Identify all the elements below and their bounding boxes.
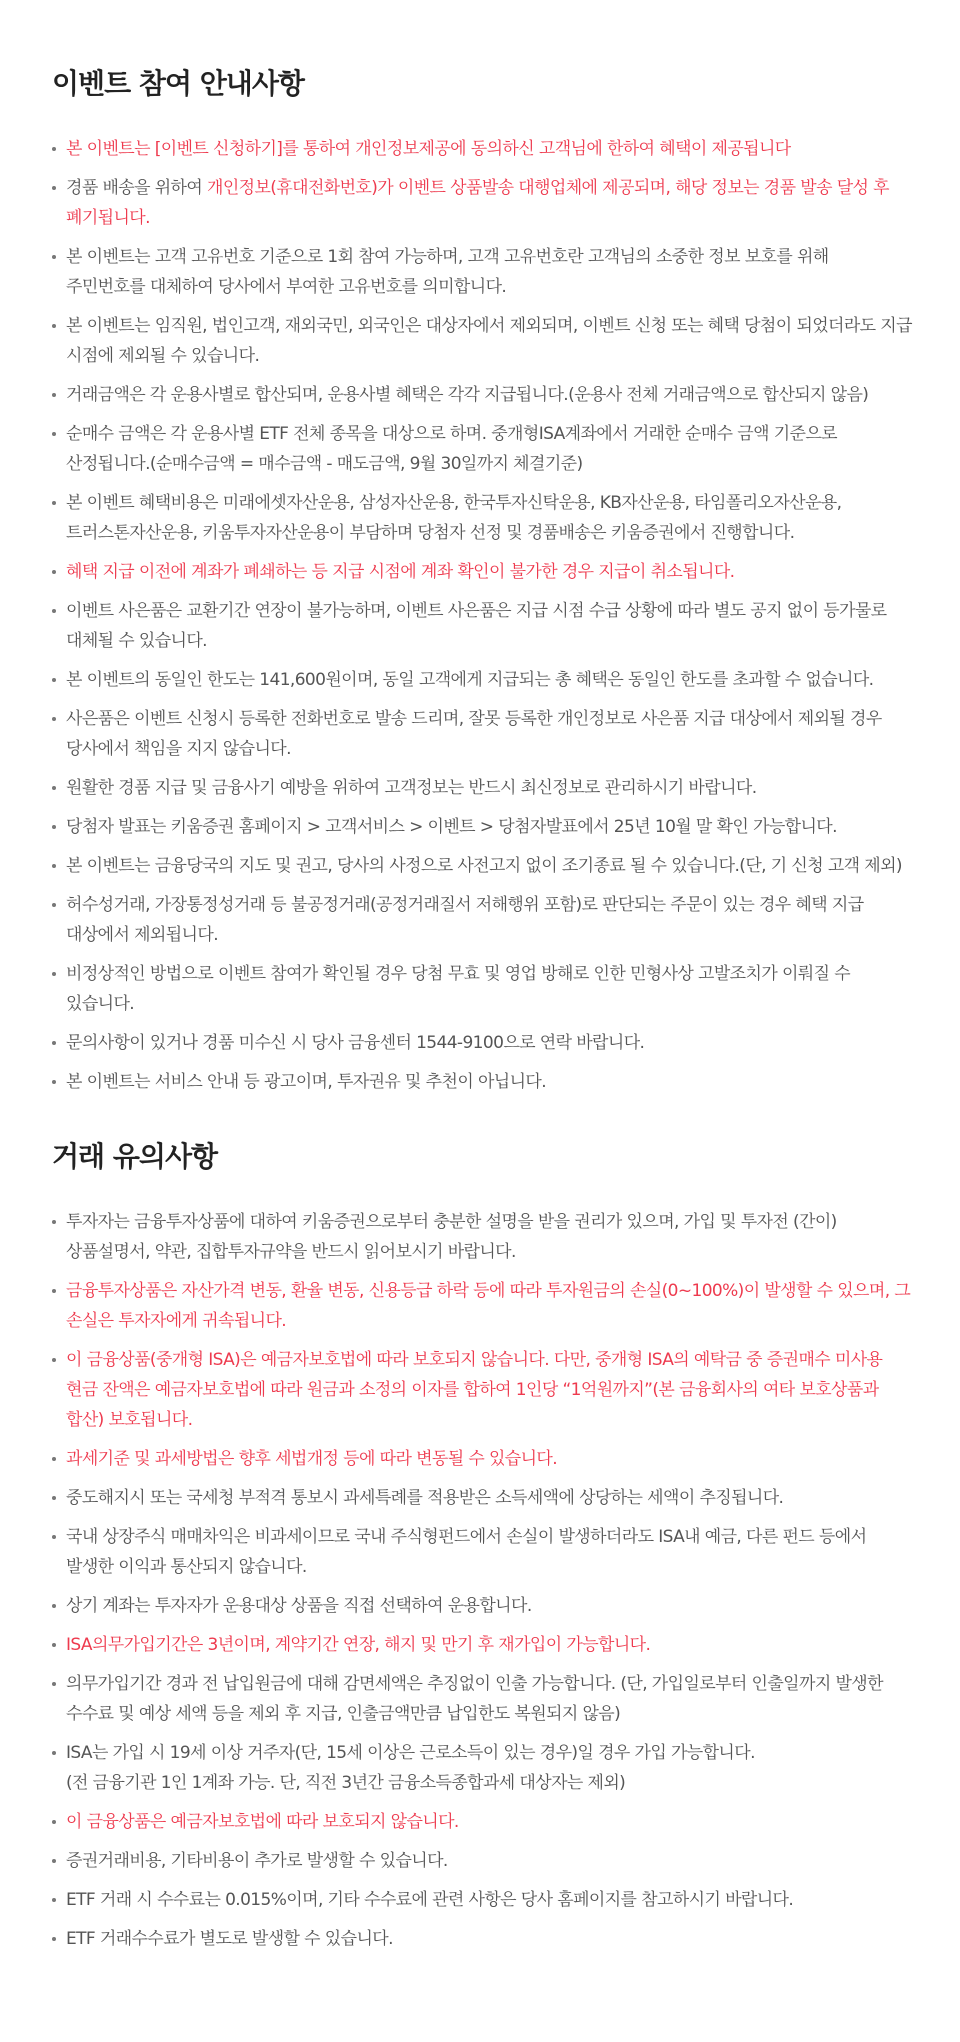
notice-item: [52, 1630, 912, 1660]
notice-highlight-text: 개인정보(휴대전화번호)가 이벤트 상품발송 대행업체에 제공되며, 해당 정보는 경품 발송 달성 후 폐기됩니다.: [66, 178, 889, 228]
notice-item: [52, 812, 912, 842]
notice-text: ISA는 가입 시 19세 이상 거주자(단, 15세 이상은 근로소득이 있는 경우)일 경우 가입 가능합니다.: [66, 1743, 755, 1763]
notice-text: 비정상적인 방법으로 이벤트 참여가 확인될 경우 당첨 무효 및 영업 방해로 인한 민형사상 고발조치가 이뤄질 수 있습니다.: [66, 964, 851, 1014]
notice-text: 순매수 금액은 각 운용사별 ETF 전체 종목을 대상으로 하며. 중개형ISA계좌에서 거래한 순매수 금액 기준으로 산정됩니다.(순매수금액 = 매수금액 - 매도금액, 9월 30일까지 체결기준): [66, 424, 838, 474]
notice-text: (전 금융기관 1인 1계좌 가능. 단, 직전 3년간 금융소득종합과세 대상자는 제외): [66, 1773, 626, 1793]
notice-text: ETF 거래 시 수수료는 0.015%이며, 기타 수수료에 관련 사항은 당사 홈페이지를 참고하시기 바랍니다.: [66, 1890, 794, 1910]
notice-item: [52, 311, 912, 371]
notice-item: [52, 1591, 912, 1621]
notice-item: [52, 380, 912, 410]
notice-item: [52, 665, 912, 695]
notice-text: 본 이벤트 혜택비용은 미래에셋자산운용, 삼성자산운용, 한국투자신탁운용, KB자산운용, 타임폴리오자산운용, 트러스톤자산운용, 키움투자자산운용이 부담하며 당첨자 선정 및 경품배송은 키움증권에서 진행합니다.: [66, 493, 842, 543]
notice-item: [52, 1885, 912, 1915]
notice-highlight-text: 이 금융상품(중개형 ISA)은 예금자보호법에 따라 보호되지 않습니다. 다만, 중개형 ISA의 예탁금 중 증권매수 미사용 현금 잔액은 예금자보호법에 따라 원금과 소정의 이자를 합하여 1인당 “1억원까지”(본 금융회사의 여타 보호상품과 합산) 보호됩니다.: [66, 1350, 883, 1430]
notice-item: [52, 1207, 912, 1267]
notice-text: 본 이벤트는 임직원, 법인고객, 재외국민, 외국인은 대상자에서 제외되며, 이벤트 신청 또는 혜택 당첨이 되었더라도 지급 시점에 제외될 수 있습니다.: [66, 316, 912, 366]
notice-item: [52, 851, 912, 881]
notice-item: [52, 1483, 912, 1513]
notice-text: 당첨자 발표는 키움증권 홈페이지 > 고객서비스 > 이벤트 > 당첨자발표에서 25년 10월 말 확인 가능합니다.: [66, 817, 837, 837]
notice-item: [52, 488, 912, 548]
notice-item: [52, 242, 912, 302]
notice-text: 의무가입기간 경과 전 납입원금에 대해 감면세액은 추징없이 인출 가능합니다. (단, 가입일로부터 인출일까지 발생한 수수료 및 예상 세액 등을 제외 후 지급, 인출금액만큼 납입한도 복원되지 않음): [66, 1674, 883, 1724]
event-notice-list: [52, 134, 912, 1097]
notice-text: 경품 배송을 위하여: [66, 178, 207, 198]
notice-text: 본 이벤트는 고객 고유번호 기준으로 1회 참여 가능하며, 고객 고유번호란 고객님의 소중한 정보 보호를 위해 주민번호를 대체하여 당사에서 부여한 고유번호를 의미합니다.: [66, 247, 829, 297]
notice-text: 허수성거래, 가장통정성거래 등 불공정거래(공정거래질서 저해행위 포함)로 판단되는 주문이 있는 경우 혜택 지급 대상에서 제외됩니다.: [66, 895, 864, 945]
event-notice-title: 이벤트 참여 안내사항: [52, 67, 304, 100]
notice-item: [52, 173, 912, 233]
notice-text: 상기 계좌는 투자자가 운용대상 상품을 직접 선택하여 운용합니다.: [66, 1596, 532, 1616]
notice-text: 국내 상장주식 매매차익은 비과세이므로 국내 주식형펀드에서 손실이 발생하더라도 ISA내 예금, 다른 펀드 등에서 발생한 이익과 통산되지 않습니다.: [66, 1527, 867, 1577]
notice-text: 증권거래비용, 기타비용이 추가로 발생할 수 있습니다.: [66, 1851, 448, 1871]
notice-item: [52, 1067, 912, 1097]
notice-item: [52, 419, 912, 479]
notice-text: 본 이벤트는 서비스 안내 등 광고이며, 투자권유 및 추천이 아닙니다.: [66, 1072, 547, 1092]
notice-text: 문의사항이 있거나 경품 미수신 시 당사 금융센터 1544-9100으로 연락 바랍니다.: [66, 1033, 645, 1053]
trade-notice-list: [52, 1207, 912, 1954]
notice-text: 본 이벤트의 동일인 한도는 141,600원이며, 동일 고객에게 지급되는 총 혜택은 동일인 한도를 초과할 수 없습니다.: [66, 670, 874, 690]
notice-highlight-text: 본 이벤트는 [이벤트 신청하기]를 통하여 개인정보제공에 동의하신 고객님에 한하여 혜택이 제공됩니다: [66, 139, 791, 159]
notice-item: [52, 557, 912, 587]
notice-item: [52, 1807, 912, 1837]
notice-text: 이벤트 사은품은 교환기간 연장이 불가능하며, 이벤트 사은품은 지급 시점 수급 상황에 따라 별도 공지 없이 등가물로 대체될 수 있습니다.: [66, 601, 887, 651]
notice-text: ETF 거래수수료가 별도로 발생할 수 있습니다.: [66, 1929, 393, 1949]
notice-item: [52, 1276, 912, 1336]
notice-item: [52, 1669, 912, 1729]
notice-item: [52, 1028, 912, 1058]
notice-item: [52, 1924, 912, 1954]
notice-item: [52, 959, 912, 1019]
notice-highlight-text: 금융투자상품은 자산가격 변동, 환율 변동, 신용등급 하락 등에 따라 투자원금의 손실(0~100%)이 발생할 수 있으며, 그 손실은 투자자에게 귀속됩니다.: [66, 1281, 911, 1331]
notice-item: [52, 1345, 912, 1435]
trade-notice-title: 거래 유의사항: [52, 1140, 218, 1173]
notice-item: [52, 1522, 912, 1582]
notice-text: 중도해지시 또는 국세청 부적격 통보시 과세특례를 적용받은 소득세액에 상당하는 세액이 추징됩니다.: [66, 1488, 784, 1508]
notice-text: 투자자는 금융투자상품에 대하여 키움증권으로부터 충분한 설명을 받을 권리가 있으며, 가입 및 투자전 (간이)상품설명서, 약관, 집합투자규약을 반드시 읽어보시기 바랍니다.: [66, 1212, 837, 1262]
notice-item: [52, 890, 912, 950]
notice-highlight-text: 혜택 지급 이전에 계좌가 폐쇄하는 등 지급 시점에 계좌 확인이 불가한 경우 지급이 취소됩니다.: [66, 562, 735, 582]
notice-item: [52, 596, 912, 656]
notice-highlight-text: ISA의무가입기간은 3년이며, 계약기간 연장, 해지 및 만기 후 재가입이 가능합니다.: [66, 1635, 651, 1655]
notice-text: 원활한 경품 지급 및 금융사기 예방을 위하여 고객정보는 반드시 최신정보로 관리하시기 바랍니다.: [66, 778, 757, 798]
notice-highlight-text: 이 금융상품은 예금자보호법에 따라 보호되지 않습니다.: [66, 1812, 459, 1832]
notice-item: [52, 134, 912, 164]
notice-text: 사은품은 이벤트 신청시 등록한 전화번호로 발송 드리며, 잘못 등록한 개인정보로 사은품 지급 대상에서 제외될 경우 당사에서 책임을 지지 않습니다.: [66, 709, 882, 759]
notice-item: [52, 773, 912, 803]
notice-text: 거래금액은 각 운용사별로 합산되며, 운용사별 혜택은 각각 지급됩니다.(운용사 전체 거래금액으로 합산되지 않음): [66, 385, 869, 405]
notice-text: 본 이벤트는 금융당국의 지도 및 권고, 당사의 사정으로 사전고지 없이 조기종료 될 수 있습니다.(단, 기 신청 고객 제외): [66, 856, 902, 876]
notice-item: [52, 1738, 912, 1798]
notice-item: [52, 1846, 912, 1876]
notice-item: [52, 704, 912, 764]
notice-highlight-text: 과세기준 및 과세방법은 향후 세법개정 등에 따라 변동될 수 있습니다.: [66, 1449, 558, 1469]
notice-item: [52, 1444, 912, 1474]
